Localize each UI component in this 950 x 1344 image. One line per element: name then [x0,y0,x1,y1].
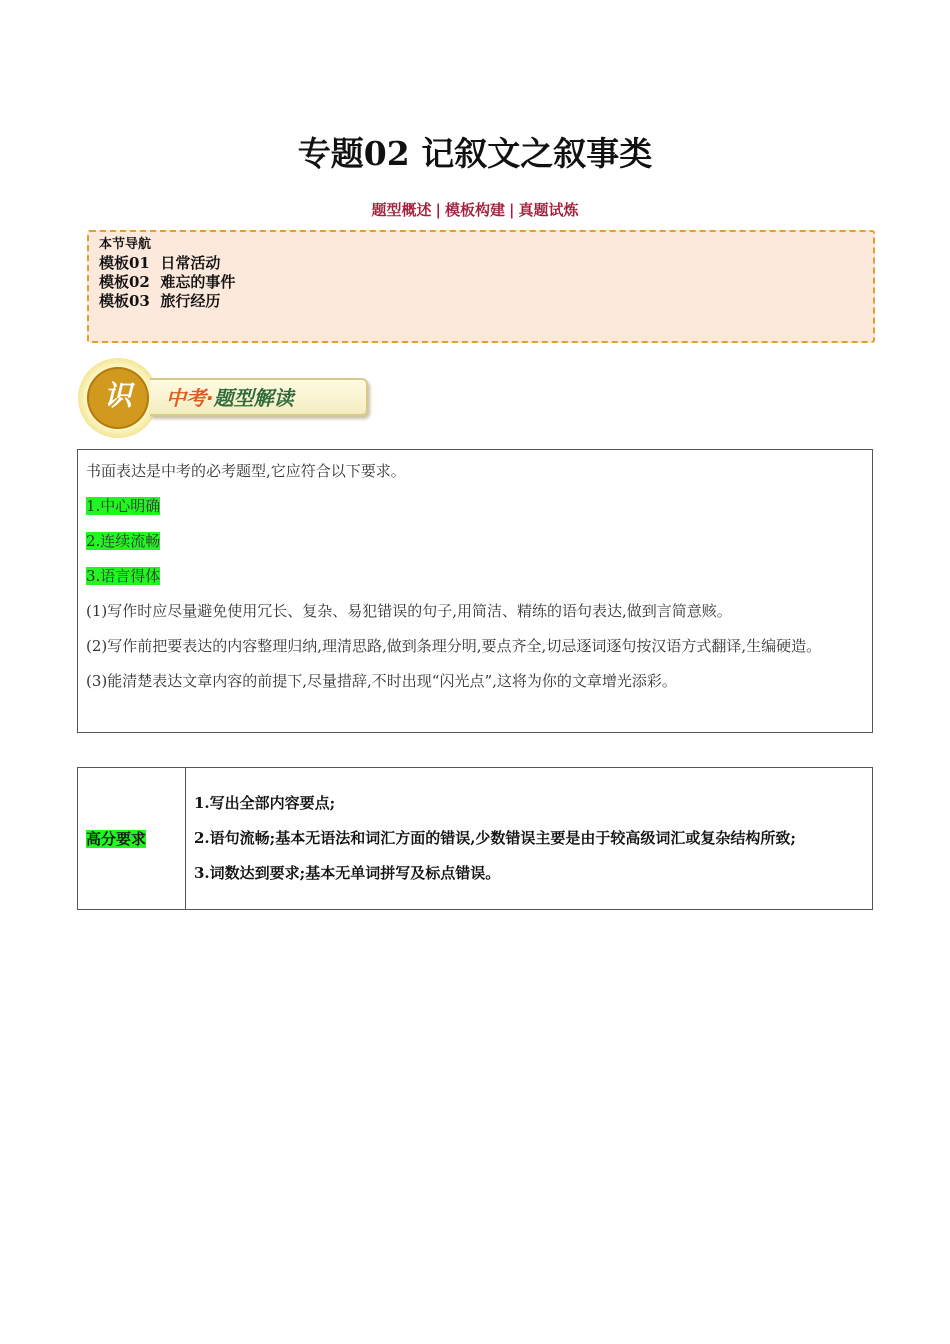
intro-point-3 [86,559,864,594]
section-nav-separator: | [509,201,515,219]
section-guide-heading: 本节导航 [99,237,152,252]
page-title: 专题02 记叙文之叙事类 [297,134,653,173]
guide-item-text: 日常活动 [160,254,221,272]
highlighted-text: 2.连续流畅 [86,532,161,550]
intro-paragraph-3: (3)能清楚表达文章内容的前提下,尽量措辞,不时出现“闪光点”,这将为你的文章增光添彩。 [86,672,677,690]
section-nav-item-overview[interactable]: 题型概述 [371,201,432,219]
intro-paragraph-2: (2)写作前把要表达的内容整理归纳,理清思路,做到条理分明,要点齐全,切忌逐词逐句按汉语方式翻译,生编硬造。 [86,637,822,655]
section-nav-item-practice[interactable]: 真题试炼 [518,201,579,219]
guide-item-label: 模板01 [99,254,150,272]
guide-item-text: 难忘的事件 [160,273,236,291]
badge-ribbon-part2: 题型解读 [213,386,294,410]
table-row [78,768,873,910]
guide-item-label: 模板02 [99,273,150,291]
intro-paragraph-1: (1)写作时应尽量避免使用冗长、复杂、易犯错误的句子,用简洁、精练的语句表达,做到言简意赅。 [86,602,732,620]
guide-item-template-02[interactable] [99,273,863,292]
section-nav-separator: | [435,201,441,219]
intro-box [77,449,873,733]
intro-point-2 [86,524,864,559]
section-nav [0,199,950,220]
intro-lead: 书面表达是中考的必考题型,它应符合以下要求。 [86,462,406,480]
section-badge [78,358,368,440]
requirements-label-cell [78,768,186,910]
requirement-line-2: 2.语句流畅;基本无语法和词汇方面的错误,少数错误主要是由于较高级词汇或复杂结构所致; [194,829,796,847]
guide-item-template-03[interactable] [99,292,863,311]
badge-circle-char: 识 [103,379,132,412]
guide-item-label: 模板03 [99,292,150,310]
section-guide-box [87,230,875,343]
requirement-line-1: 1.写出全部内容要点; [194,794,336,812]
intro-point-1 [86,489,864,524]
guide-item-text: 旅行经历 [160,292,221,310]
requirement-line-3: 3.词数达到要求;基本无单词拼写及标点错误。 [194,864,501,882]
highlighted-text: 3.语言得体 [86,567,161,585]
section-nav-item-templates[interactable]: 模板构建 [444,201,505,219]
badge-ribbon-text [166,382,294,411]
badge-ribbon-part1: 中考· [166,386,214,410]
guide-item-template-01[interactable] [99,254,863,273]
requirements-label: 高分要求 [86,830,147,848]
highlighted-text: 1.中心明确 [86,497,161,515]
requirements-table [77,767,873,910]
requirements-content-cell [186,768,873,910]
